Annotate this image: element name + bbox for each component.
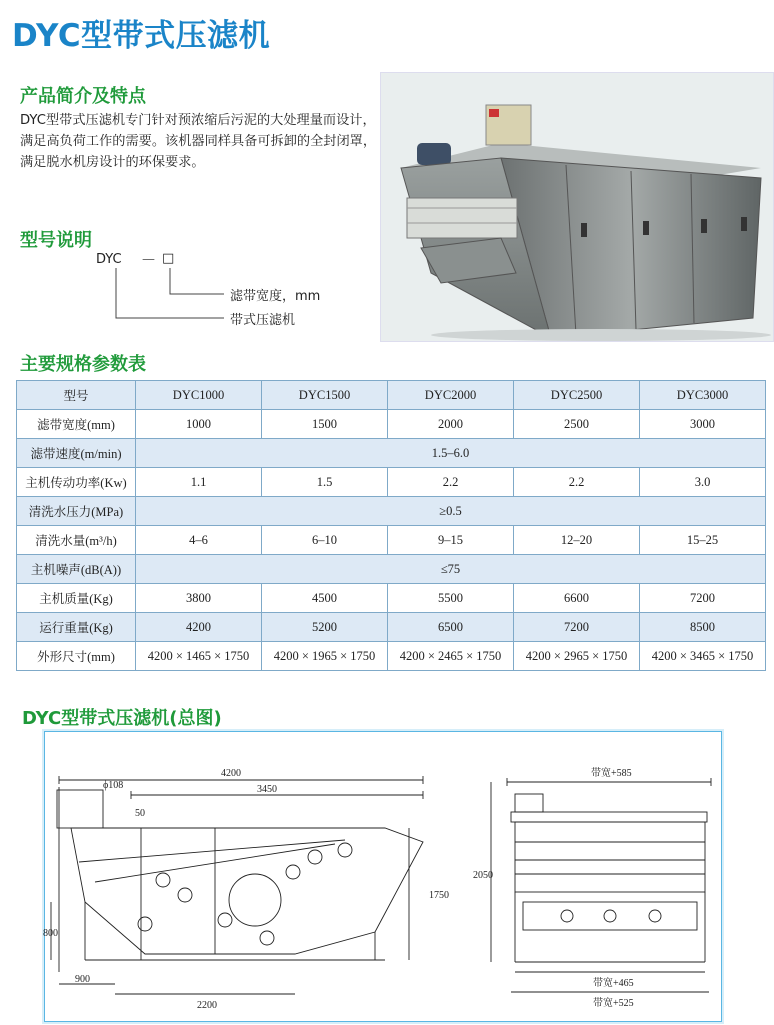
spec-cell: 4200 × 3465 × 1750 [640,642,766,671]
model-dash: — [142,252,155,267]
product-photo [380,72,774,342]
spec-cell: 3.0 [640,468,766,497]
spec-cell: 5200 [262,613,388,642]
spec-cell: 15–25 [640,526,766,555]
intro-text: DYC型带式压滤机专门针对预浓缩后污泥的大处理量而设计，满足高负荷工作的需要。该机器同样具备可拆卸的全封闭罩，满足脱水机房设计的环保要求。 [20,113,377,170]
spec-cell: 2.2 [388,468,514,497]
spec-row-label: 型号 [17,381,136,410]
spec-cell: 3000 [640,410,766,439]
spec-cell: 1.5 [262,468,388,497]
spec-table [16,380,766,671]
spec-row-label: 滤带宽度(mm) [17,410,136,439]
spec-cell: 4200 [136,613,262,642]
spec-merged-cell: ≥0.5 [136,497,766,526]
spec-row [17,381,766,410]
spec-cell: 4200 × 2465 × 1750 [388,642,514,671]
drawing-heading: DYC型带式压滤机(总图) [22,708,222,729]
spec-cell: 4200 × 1465 × 1750 [136,642,262,671]
spec-cell: 9–15 [388,526,514,555]
spec-cell: 4–6 [136,526,262,555]
dim-2050: 2050 [473,870,493,881]
page-title: DYC型带式压滤机 [12,18,271,54]
general-drawing [44,731,722,1022]
spec-cell: DYC2500 [514,381,640,410]
dim-1750: 1750 [429,890,449,901]
spec-cell: 3800 [136,584,262,613]
spec-row [17,410,766,439]
spec-cell: 12–20 [514,526,640,555]
spec-cell: DYC3000 [640,381,766,410]
spec-cell: 5500 [388,584,514,613]
spec-merged-cell: 1.5–6.0 [136,439,766,468]
spec-row [17,497,766,526]
spec-cell: 1.1 [136,468,262,497]
spec-cell: 7200 [640,584,766,613]
drawing-svg [45,732,721,1021]
dim-2200: 2200 [197,1000,217,1011]
dim-50: 50 [135,808,145,819]
belt-press-illustration [381,73,773,341]
dim-900: 900 [75,974,90,985]
model-prefix: DYC [96,252,122,267]
spec-row [17,613,766,642]
spec-row-label: 主机噪声(dB(A)) [17,555,136,584]
spec-cell: DYC1500 [262,381,388,410]
spec-row-label: 主机传动功率(Kw) [17,468,136,497]
model-heading: 型号说明 [20,230,92,251]
spec-row-label: 清洗水量(m³/h) [17,526,136,555]
intro-heading: 产品简介及特点 [20,86,146,107]
spec-cell: 2000 [388,410,514,439]
model-leader-lines [110,268,240,324]
spec-cell: 2.2 [514,468,640,497]
spec-row [17,526,766,555]
spec-cell: DYC1000 [136,381,262,410]
spec-cell: 4200 × 2965 × 1750 [514,642,640,671]
spec-row-label: 主机质量(Kg) [17,584,136,613]
spec-cell: 4200 × 1965 × 1750 [262,642,388,671]
spec-heading: 主要规格参数表 [20,354,146,375]
spec-cell: 1000 [136,410,262,439]
spec-cell: 1500 [262,410,388,439]
spec-cell: 7200 [514,613,640,642]
spec-row [17,468,766,497]
spec-row [17,439,766,468]
dim-phi108: ϕ108 [103,780,124,791]
spec-cell: 2500 [514,410,640,439]
spec-cell: 6500 [388,613,514,642]
dim-4200: 4200 [221,768,241,779]
spec-row-label: 清洗水压力(MPa) [17,497,136,526]
spec-cell: DYC2000 [388,381,514,410]
dim-800: 800 [43,928,58,939]
spec-row [17,584,766,613]
spec-merged-cell: ≤75 [136,555,766,584]
model-box: □ [162,251,175,266]
spec-cell: 6600 [514,584,640,613]
dim-top-width: 带宽+585 [591,768,632,779]
spec-row [17,555,766,584]
spec-row-label: 滤带速度(m/min) [17,439,136,468]
spec-row-label: 运行重量(Kg) [17,613,136,642]
model-label-machine: 带式压滤机 [230,313,296,328]
spec-cell: 8500 [640,613,766,642]
dim-bottom-width2: 带宽+525 [593,998,634,1009]
spec-row [17,642,766,671]
dim-bottom-width1: 带宽+465 [593,978,634,989]
spec-row-label: 外形尺寸(mm) [17,642,136,671]
spec-cell: 6–10 [262,526,388,555]
spec-cell: 4500 [262,584,388,613]
dim-3450: 3450 [257,784,277,795]
model-label-width: 滤带宽度，mm [230,289,321,304]
